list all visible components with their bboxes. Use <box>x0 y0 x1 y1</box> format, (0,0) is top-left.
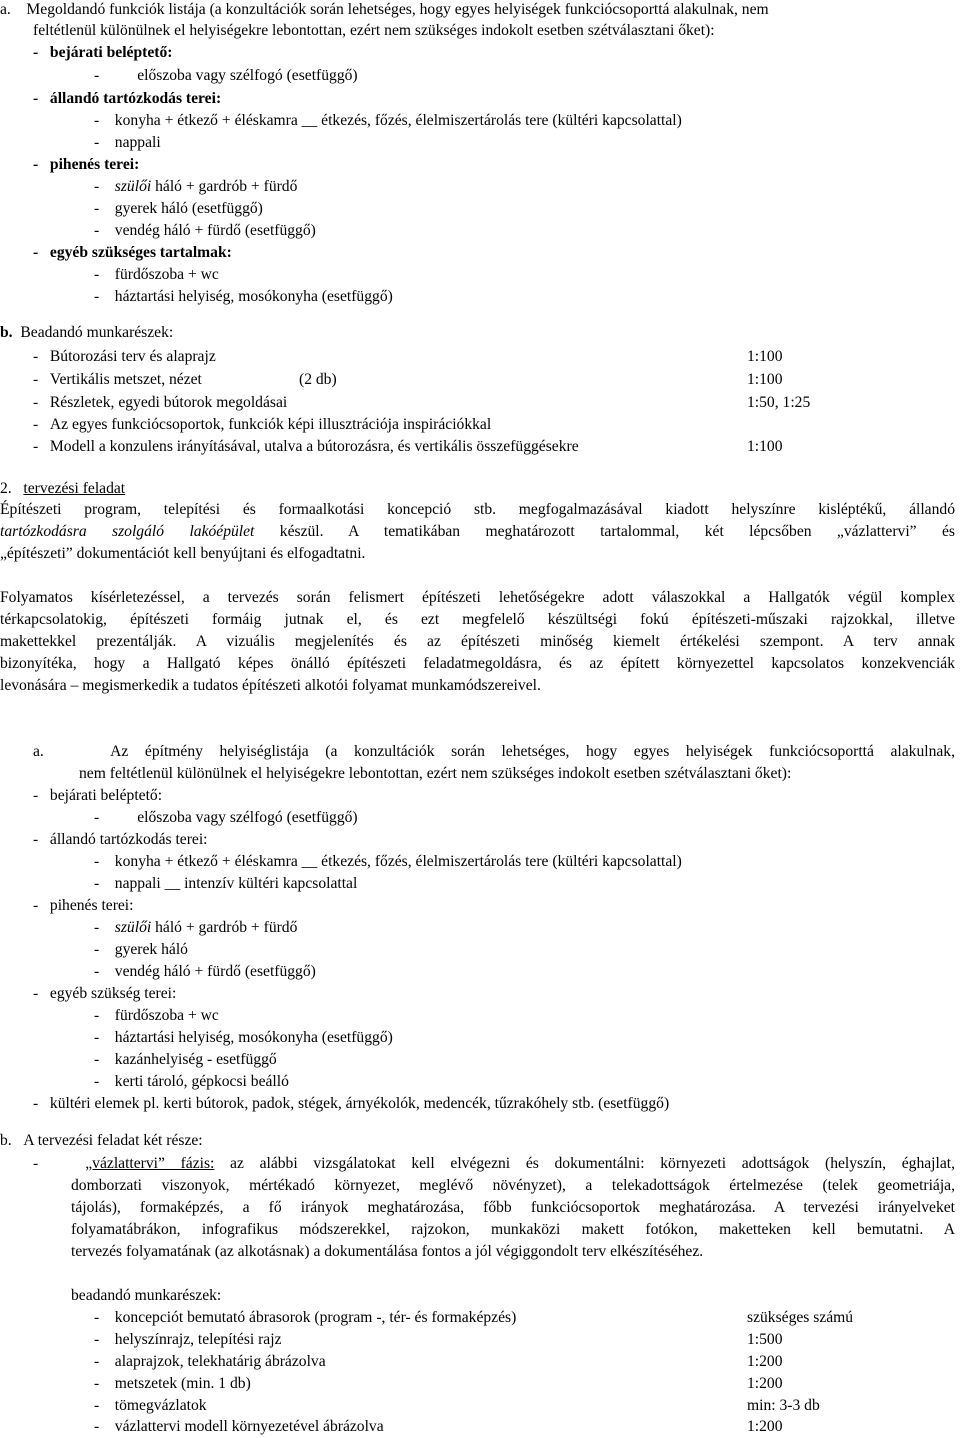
list-marker: a. <box>0 1 11 18</box>
deliverable-scale: 1:100 <box>747 438 783 455</box>
sec2-a-line1: a. Az építmény helyiséglistája (a konzultációk során lehetséges, hogy egyes helyiségek funkciócsoporttá alakulnak, <box>33 743 955 760</box>
vazlat-line5: tervezés folyamatának (az alkotásnak) a dokumentálása fontos a jól végiggondolt terv elkészítéséhez. <box>71 1243 704 1260</box>
sec1-item-konyha: - konyha + étkező + éléskamra __ étkezés, főzés, élelmiszertárolás tere (kültéri kapcsolattal) <box>94 112 682 129</box>
sec1-item-vendeg: - vendég háló + fürdő (esetfüggő) <box>94 222 316 239</box>
sec1-a-line2: feltétlenül különülnek el helyiségekre lebontottan, ezért nem szükséges indokolt esetben szétválasztani őket): <box>33 22 715 39</box>
vazlat-line3: tájolás), formaképzés, a fő irányok meghatározása, főbb funkciócsoportok meghatározása. A tervezési irányelveket <box>71 1199 955 1216</box>
deliverable-row: - Bútorozási terv és alaprajz <box>33 348 216 365</box>
deliverable-row: - metszetek (min. 1 db) <box>94 1375 251 1392</box>
sec2-item-allando: - állandó tartózkodás terei: <box>33 831 208 848</box>
deliverable-row: - helyszínrajz, telepítési rajz <box>94 1331 282 1348</box>
sec2-item-pihenes: - pihenés terei: <box>33 897 134 914</box>
deliverable-scale: 1:200 <box>747 1375 783 1392</box>
deliverable-scale: 1:200 <box>747 1353 783 1370</box>
deliverable-scale: 1:500 <box>747 1331 783 1348</box>
sec2-item-egyeb: - egyéb szükség terei: <box>33 985 177 1002</box>
sec1-item-furdo: - fürdőszoba + wc <box>94 266 219 283</box>
sec2-b-title: b. A tervezési feladat két része: <box>0 1132 203 1149</box>
task2-p2-line2: térkapcsolatokig, építészeti formáig jutnak el, és ezt megfelelő készültségi fokú építészeti-műszaki rajzokkal, illetve <box>0 611 955 628</box>
task2-p2-line3: makettekkel prezentálják. A vizuális megjelenítés és az építészeti minőség kiemelt értékelési szempont. A terv annak <box>0 633 955 650</box>
deliverable-row: - Modell a konzulens irányításával, utalva a bútorozásra, és vertikális összefüggésekre <box>33 438 579 455</box>
vazlat-line1: - „vázlattervi” fázis: az alábbi vizsgálatokat kell elvégezni és dokumentálni: környezeti adottságok (helyszín, éghajlat, <box>33 1155 955 1172</box>
task2-p1-line2: tartózkodásra szolgáló lakóépület készül. A tematikában meghatározott tartalommal, két lépcsőben „vázlattervi” és <box>0 523 955 540</box>
task2-p2-line4: bizonyítéka, hogy a Hallgató képes önálló építészeti feladatmegoldásra, és az épített környezettel kapcsolatos konzekvenciák <box>0 655 955 672</box>
sec1-item-egyeb: - egyéb szükséges tartalmak: <box>33 244 232 261</box>
sec2-item-vendeg: - vendég háló + fürdő (esetfüggő) <box>94 963 316 980</box>
task2-p1-line3: „építészeti” dokumentációt kell benyújtani és elfogadtatni. <box>0 545 366 562</box>
sec1-b-title: b. Beadandó munkarészek: <box>0 324 174 341</box>
deliverable-scale: 1:50, 1:25 <box>747 394 811 411</box>
sec2-item-nappali: - nappali __ intenzív kültéri kapcsolattal <box>94 875 358 892</box>
sec1-item-gyerek: - gyerek háló (esetfüggő) <box>94 200 263 217</box>
sec1-item-pihenes: - pihenés terei: <box>33 156 140 173</box>
deliverable-row: - koncepciót bemutató ábrasorok (program -, tér- és formaképzés) <box>94 1309 517 1326</box>
sec2-item-kazan: - kazánhelyiség - esetfüggő <box>94 1051 277 1068</box>
sec2-item-bejarati: - bejárati beléptető: <box>33 787 163 804</box>
deliverable-row: - Az egyes funkciócsoportok, funkciók képi illusztrációja inspirációkkal <box>33 416 492 433</box>
sec2-item-konyha: - konyha + étkező + éléskamra __ étkezés, főzés, élelmiszertárolás tere (kültéri kapcsolattal) <box>94 853 682 870</box>
sec1-item-haztartasi: - háztartási helyiség, mosókonyha (esetfüggő) <box>94 288 393 305</box>
deliverable-row: - tömegvázlatok <box>94 1397 207 1414</box>
deliverable-row: - Vertikális metszet, nézet <box>33 371 202 388</box>
sec1-item-eloszoba: - előszoba vagy szélfogó (esetfüggő) <box>94 67 358 84</box>
deliverable-row: - alaprajzok, telekhatárig ábrázolva <box>94 1353 326 1370</box>
task2-p1-line1: Építészeti program, telepítési és formaalkotási koncepció stb. megfogalmazásával kiadott helyszínre kisléptékű, állandó <box>0 501 955 518</box>
deliverable-scale: szükséges számú <box>747 1309 854 1326</box>
sec2-item-eloszoba: - előszoba vagy szélfogó (esetfüggő) <box>94 809 358 826</box>
beadando-title: beadandó munkarészek: <box>71 1287 222 1304</box>
task2-heading: 2. tervezési feladat <box>0 480 126 497</box>
deliverable-row: - Részletek, egyedi bútorok megoldásai <box>33 394 288 411</box>
deliverable-row: - vázlattervi modell környezetével ábrázolva <box>94 1418 384 1435</box>
deliverable-scale: 1:100 <box>747 371 783 388</box>
vazlat-line2: domborzati viszonyok, mértékadó környezet, meglévő növényzet), a telekadottságok értelmezése (telek geometriája, <box>71 1177 955 1194</box>
sec2-item-kulteri: - kültéri elemek pl. kerti bútorok, padok, stégek, árnyékolók, medencék, tűzrakóhely stb. (esetfüggő) <box>33 1095 670 1112</box>
deliverable-note: (2 db) <box>299 371 337 388</box>
sec1-a-line1: a. Megoldandó funkciók listája (a konzultációk során lehetséges, hogy egyes helyiségek funkciócsoporttá alakulnak, nem <box>0 1 769 18</box>
sec2-item-gyerek: - gyerek háló <box>94 941 188 958</box>
sec1-item-bejarati: - bejárati beléptető: <box>33 44 173 61</box>
deliverable-scale: 1:100 <box>747 348 783 365</box>
sec2-item-szuloi: - szülői háló + gardrób + fürdő <box>94 919 298 936</box>
vazlat-line4: folyamatábrákon, infografikus módszerekkel, rajzokon, munkaközi makett fotókon, maketteken kell bemutatni. A <box>71 1221 955 1238</box>
sec2-item-furdo: - fürdőszoba + wc <box>94 1007 219 1024</box>
task2-p2-line5: levonására – megismerkedik a tudatos építészeti alkotói folyamat munkamódszereivel. <box>0 677 541 694</box>
deliverable-scale: 1:200 <box>747 1418 783 1435</box>
sec2-item-haztartasi: - háztartási helyiség, mosókonyha (esetfüggő) <box>94 1029 393 1046</box>
sec2-a-line2: nem feltétlenül különülnek el helyiségekre lebontottan, ezért nem szükséges indokolt esetben szétválasztani őket): <box>79 765 792 782</box>
task2-p2-line1: Folyamatos kísérletezéssel, a tervezés során felismert építészeti lehetőségekre adott válaszokkal a Hallgatók végül komplex <box>0 589 955 606</box>
sec1-item-szuloi: - szülői háló + gardrób + fürdő <box>94 178 298 195</box>
sec1-item-nappali: - nappali <box>94 134 161 151</box>
sec2-item-kerti: - kerti tároló, gépkocsi beálló <box>94 1073 289 1090</box>
sec1-item-allando: - állandó tartózkodás terei: <box>33 90 222 107</box>
deliverable-scale: min: 3-3 db <box>747 1397 820 1414</box>
